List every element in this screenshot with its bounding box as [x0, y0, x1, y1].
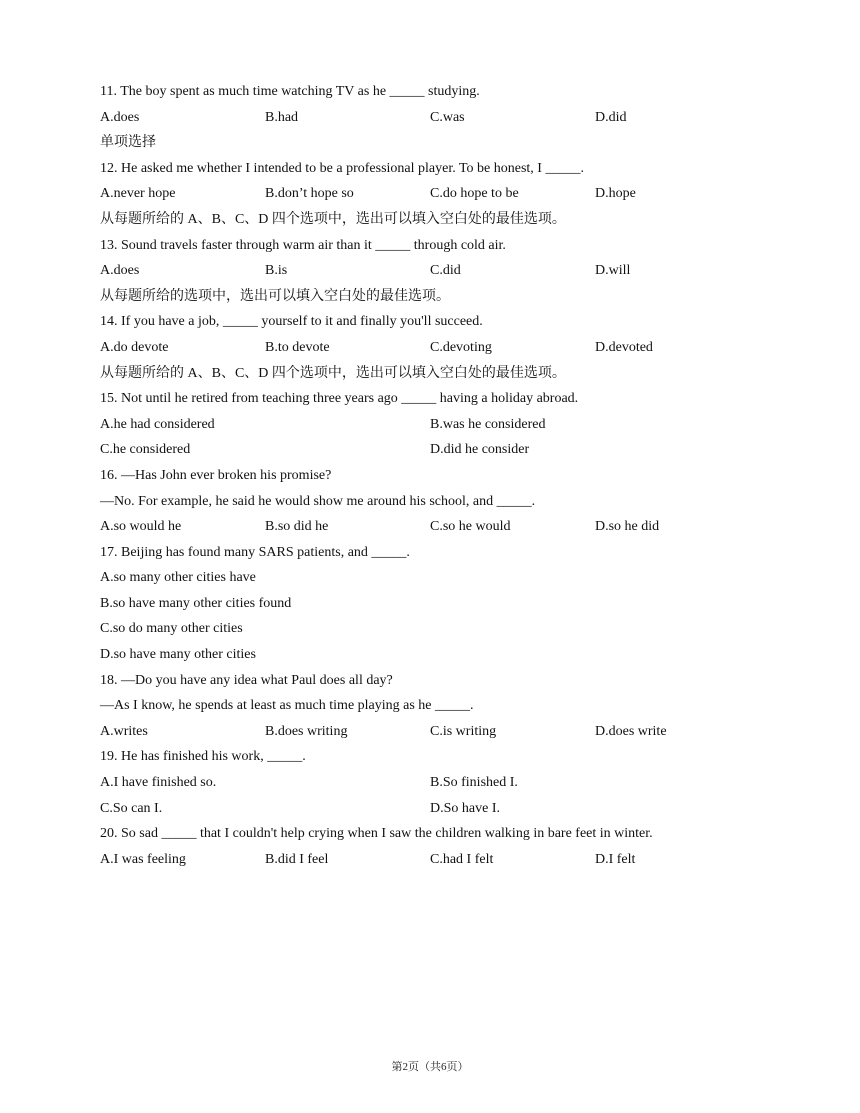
option-d: D.So have I. [430, 800, 500, 816]
option-c: C.so he would [430, 519, 511, 535]
section-instruction: 从每题所给的选项中，选出可以填入空白处的最佳选项。 [100, 288, 450, 304]
option-a: A.writes [100, 723, 148, 739]
option-a: A.does [100, 109, 140, 125]
option-a: A.does [100, 263, 140, 279]
option-a: A.I have finished so. [100, 775, 217, 791]
question-stem-reply: —As I know, he spends at least as much time playing as he _____. [100, 698, 474, 714]
option-d: D.did [595, 109, 627, 125]
question-stem: 17. Beijing has found many SARS patients, and _____. [100, 544, 410, 560]
option-a: A.I was feeling [100, 851, 186, 867]
option-row [100, 719, 800, 745]
question-stem: 16. —Has John ever broken his promise? [100, 467, 332, 483]
page-footer: 第2页（共6页） [391, 1061, 469, 1073]
option-b: B.did I feel [265, 851, 329, 867]
option-row [100, 258, 800, 284]
option-d: D.so have many other cities [100, 647, 256, 663]
option-row [100, 847, 800, 873]
option-a: A.so would he [100, 519, 182, 535]
option-c: C.was [430, 109, 465, 125]
option-row [100, 412, 800, 438]
option-b: B.don’t hope so [265, 186, 354, 202]
option-a: A.do devote [100, 339, 169, 355]
option-row [100, 181, 800, 207]
section-instruction: 从每题所给的 A、B、C、D 四个选项中，选出可以填入空白处的最佳选项。 [100, 211, 566, 227]
question-stem: 12. He asked me whether I intended to be a professional player. To be honest, I _____. [100, 160, 584, 176]
option-c: C.do hope to be [430, 186, 519, 202]
question-stem: 18. —Do you have any idea what Paul does all day? [100, 672, 393, 688]
option-c: C.he considered [100, 442, 191, 458]
option-b: B.so have many other cities found [100, 595, 292, 611]
option-row [100, 105, 800, 131]
option-d: D.hope [595, 186, 636, 202]
option-d: D.will [595, 263, 631, 279]
option-b: B.to devote [265, 339, 330, 355]
option-a: A.so many other cities have [100, 570, 256, 586]
option-c: C.devoting [430, 339, 492, 355]
question-stem: 20. So sad _____ that I couldn't help crying when I saw the children walking in bare feet in winter. [100, 826, 653, 842]
option-row [100, 796, 800, 822]
option-d: D.I felt [595, 851, 636, 867]
option-c: C.had I felt [430, 851, 494, 867]
question-stem: 14. If you have a job, _____ yourself to it and finally you'll succeed. [100, 314, 483, 330]
section-instruction: 从每题所给的 A、B、C、D 四个选项中，选出可以填入空白处的最佳选项。 [100, 365, 566, 381]
option-c: C.did [430, 263, 461, 279]
option-b: B.had [265, 109, 299, 125]
option-a: A.he had considered [100, 416, 215, 432]
option-d: D.devoted [595, 339, 653, 355]
question-stem: 13. Sound travels faster through warm air than it _____ through cold air. [100, 237, 506, 253]
question-stem: 11. The boy spent as much time watching TV as he _____ studying. [100, 84, 480, 99]
option-c: C.is writing [430, 723, 497, 739]
option-row [100, 335, 800, 361]
option-d: D.does write [595, 723, 667, 739]
question-stem-reply: —No. For example, he said he would show me around his school, and _____. [100, 493, 536, 509]
option-d: D.did he consider [430, 442, 530, 458]
option-b: B.was he considered [430, 416, 546, 432]
option-row [100, 514, 800, 540]
option-b: B.So finished I. [430, 775, 518, 791]
question-stem: 19. He has finished his work, _____. [100, 749, 306, 765]
option-b: B.so did he [265, 519, 329, 535]
option-a: A.never hope [100, 186, 176, 202]
option-row [100, 437, 800, 463]
option-c: C.So can I. [100, 800, 163, 816]
question-stem: 15. Not until he retired from teaching three years ago _____ having a holiday abroad. [100, 391, 579, 407]
section-instruction: 单项选择 [100, 135, 156, 151]
option-d: D.so he did [595, 519, 660, 535]
option-b: B.is [265, 263, 288, 279]
option-row [100, 770, 800, 796]
question-list [100, 79, 800, 872]
option-b: B.does writing [265, 723, 348, 739]
option-c: C.so do many other cities [100, 621, 243, 637]
